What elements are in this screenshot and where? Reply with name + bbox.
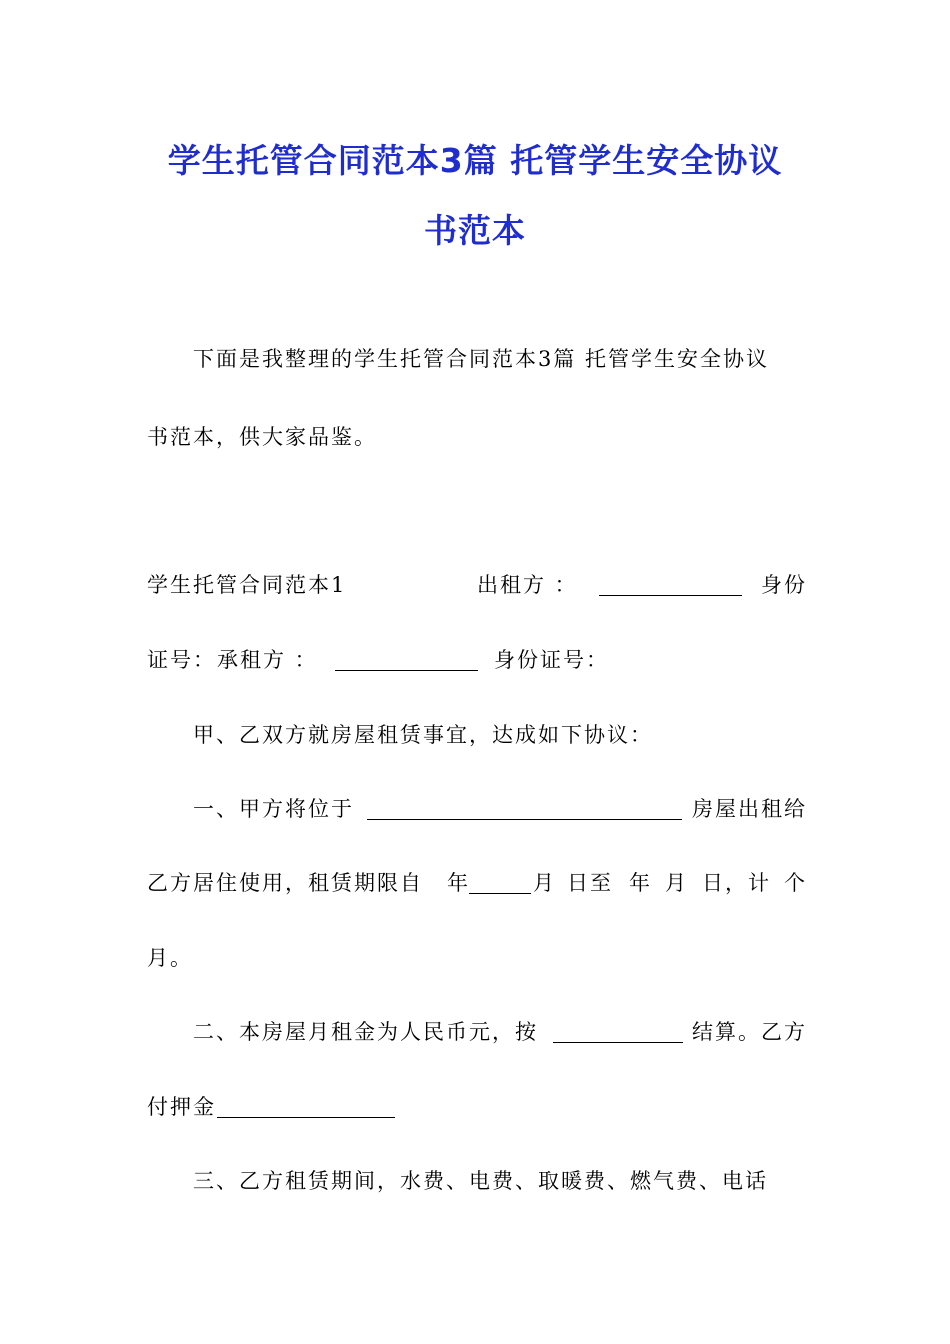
clause2-text-b: 结算。乙方 (692, 1020, 807, 1044)
end-month-label: 月 (665, 871, 688, 895)
lessor-id-label-cont: 证号： (147, 648, 216, 672)
document-title-line-2: 书范本 (424, 211, 526, 250)
agreement-intro: 甲、乙双方就房屋租赁事宜，达成如下协议： (193, 723, 653, 747)
start-month-label: 月 (533, 871, 556, 895)
intro-paragraph-line-1: 下面是我整理的学生托管合同范本3篇 托管学生安全协议 (193, 347, 770, 371)
clause1-line-3: 月。 (147, 946, 193, 970)
lessee-name-blank (335, 648, 478, 671)
intro-paragraph-line-2: 书范本，供大家品鉴。 (147, 425, 377, 449)
months-unit-label: 个 (784, 871, 807, 895)
clause3-line-1: 三、乙方租赁期间，水费、电费、取暖费、燃气费、电话 (193, 1169, 768, 1193)
start-day-label: 日至 (567, 871, 613, 895)
lessor-name-blank (599, 573, 742, 596)
end-year-label: 年 (629, 871, 652, 895)
lessor-label: 出租方 ： (477, 573, 578, 597)
section1-heading: 学生托管合同范本1 (147, 573, 347, 597)
payment-method-blank (553, 1020, 683, 1043)
start-month-blank (469, 871, 531, 894)
clause2-text-a: 二、本房屋月租金为人民币元，按 (193, 1020, 538, 1044)
clause1-text-b: 房屋出租给 (692, 797, 807, 821)
property-address-blank (367, 797, 682, 820)
end-day-label: 日，计 (702, 871, 771, 895)
deposit-label: 付押金 (147, 1095, 216, 1119)
document-title-line-1: 学生托管合同范本3篇 托管学生安全协议 (167, 141, 783, 180)
lessee-id-label: 身份证号： (494, 648, 609, 672)
lessee-label: 承租方 ： (217, 648, 318, 672)
clause1-text-a: 一、甲方将位于 (193, 797, 354, 821)
deposit-amount-blank (217, 1095, 395, 1118)
lessor-id-label: 身份 (761, 573, 807, 597)
start-year-label: 年 (447, 871, 470, 895)
lease-period-text: 乙方居住使用，租赁期限自 (147, 871, 423, 895)
